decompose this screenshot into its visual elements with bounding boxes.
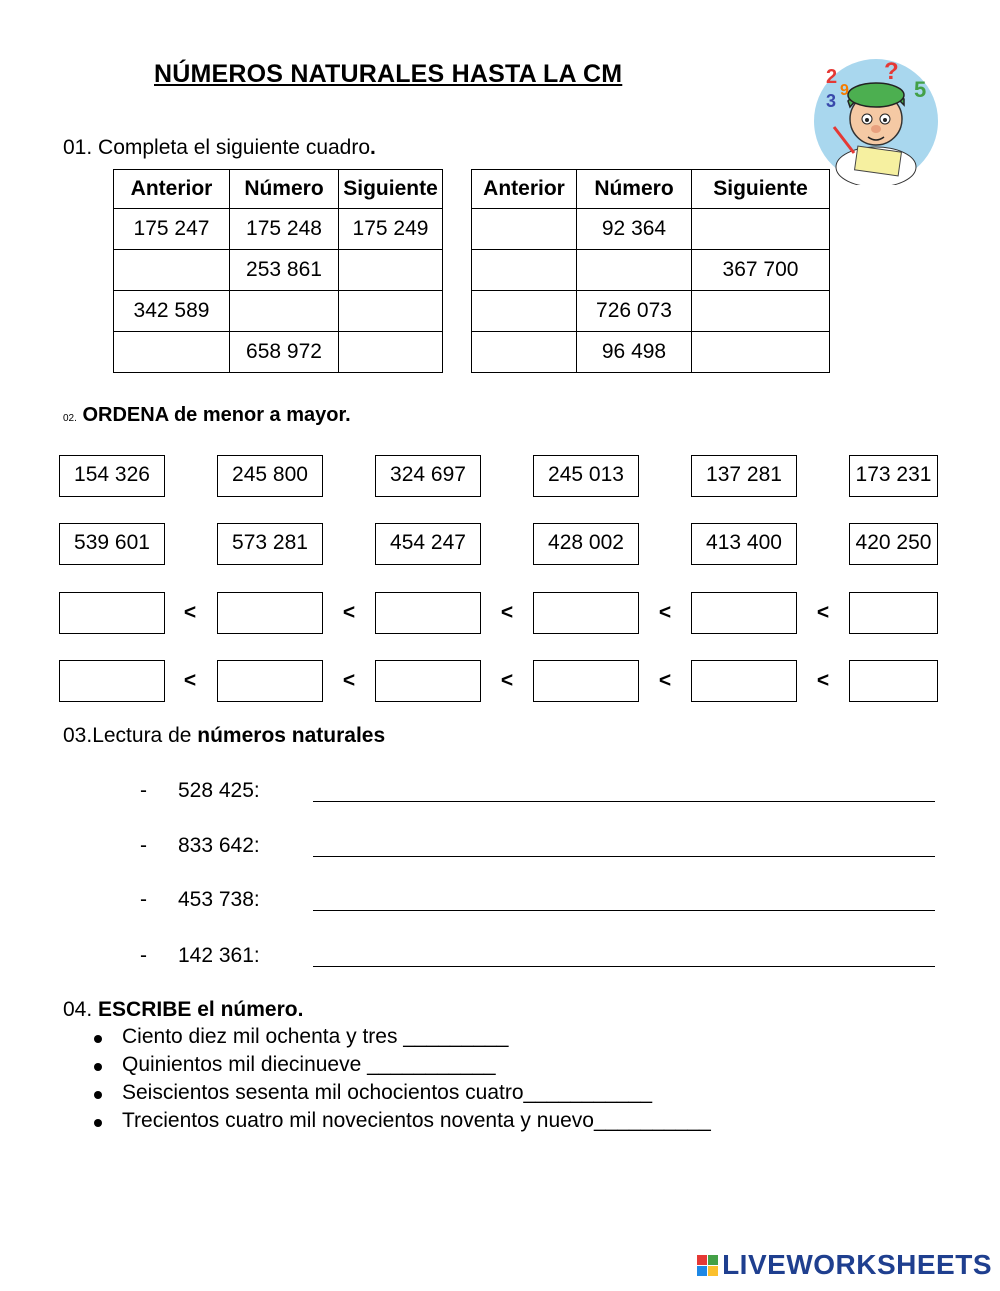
dash: - bbox=[140, 779, 147, 802]
cube-icon bbox=[708, 1266, 718, 1276]
answer-cell[interactable] bbox=[114, 250, 230, 291]
answer-cell[interactable] bbox=[692, 209, 830, 250]
answer-cell[interactable] bbox=[472, 209, 577, 250]
section1-label bbox=[63, 136, 376, 160]
table-cell: 92 364 bbox=[577, 209, 692, 250]
logo-digit: 3 bbox=[826, 91, 837, 111]
table-cell: 342 589 bbox=[114, 291, 230, 332]
table-cell: 367 700 bbox=[692, 250, 830, 291]
header-anterior: Anterior bbox=[114, 170, 230, 209]
answer-cell[interactable] bbox=[114, 332, 230, 373]
less-than-sign: < bbox=[816, 669, 830, 692]
section3-label-bold: números naturales bbox=[197, 724, 386, 747]
answer-line[interactable] bbox=[313, 966, 935, 967]
answer-cell[interactable] bbox=[692, 291, 830, 332]
reading-item bbox=[140, 779, 940, 809]
answer-cell[interactable] bbox=[472, 332, 577, 373]
number-box: 413 400 bbox=[691, 523, 797, 565]
number-box: 245 800 bbox=[217, 455, 323, 497]
answer-cell[interactable] bbox=[339, 332, 443, 373]
answer-cell[interactable] bbox=[692, 332, 830, 373]
less-than-sign: < bbox=[500, 601, 514, 624]
answer-cell[interactable] bbox=[339, 250, 443, 291]
order-answer-box[interactable] bbox=[533, 660, 639, 702]
order-answer-box[interactable] bbox=[849, 660, 938, 702]
list-item bbox=[90, 1081, 711, 1109]
cube-icon bbox=[697, 1255, 707, 1265]
table-cell: 175 249 bbox=[339, 209, 443, 250]
number-box: 428 002 bbox=[533, 523, 639, 565]
answer-cell[interactable] bbox=[472, 291, 577, 332]
number-box: 173 231 bbox=[849, 455, 938, 497]
table-cell: 175 248 bbox=[230, 209, 339, 250]
list-item-text: Trecientos cuatro mil novecientos noventa y nuevo__________ bbox=[122, 1109, 711, 1132]
dash: - bbox=[140, 944, 147, 967]
answer-cell[interactable] bbox=[472, 250, 577, 291]
dash: - bbox=[140, 834, 147, 857]
logo-digit: 9 bbox=[840, 82, 849, 99]
brand-text: LIVEWORKSHEETS bbox=[722, 1249, 992, 1280]
header-siguiente: Siguiente bbox=[692, 170, 830, 209]
header-siguiente: Siguiente bbox=[339, 170, 443, 209]
order-answer-box[interactable] bbox=[59, 592, 165, 634]
number-box: 454 247 bbox=[375, 523, 481, 565]
cube-icon bbox=[708, 1255, 718, 1265]
number-box: 539 601 bbox=[59, 523, 165, 565]
liveworksheets-logo bbox=[697, 1249, 992, 1281]
order-answer-box[interactable] bbox=[217, 592, 323, 634]
table-left bbox=[113, 169, 443, 373]
number-box: 324 697 bbox=[375, 455, 481, 497]
write-number-list bbox=[90, 1025, 711, 1137]
order-answer-box[interactable] bbox=[217, 660, 323, 702]
answer-line[interactable] bbox=[313, 801, 935, 802]
reading-number: 142 361: bbox=[178, 944, 260, 967]
answer-cell[interactable] bbox=[230, 291, 339, 332]
table-cell: 175 247 bbox=[114, 209, 230, 250]
bullet-icon bbox=[94, 1119, 102, 1127]
order-answer-box[interactable] bbox=[533, 592, 639, 634]
less-than-sign: < bbox=[183, 669, 197, 692]
order-answer-box[interactable] bbox=[375, 592, 481, 634]
section4-label bbox=[63, 998, 303, 1022]
logo-digit: 5 bbox=[914, 77, 927, 102]
reading-item bbox=[140, 834, 940, 864]
order-answer-box[interactable] bbox=[849, 592, 938, 634]
number-box: 154 326 bbox=[59, 455, 165, 497]
list-item-text: Seiscientos sesenta mil ochocientos cuatro___________ bbox=[122, 1081, 653, 1104]
order-answer-box[interactable] bbox=[59, 660, 165, 702]
table-cell: 253 861 bbox=[230, 250, 339, 291]
section4-label-plain: 04. bbox=[63, 998, 99, 1021]
less-than-sign: < bbox=[342, 601, 356, 624]
reading-item bbox=[140, 888, 940, 918]
order-answer-box[interactable] bbox=[375, 660, 481, 702]
table-cell: 96 498 bbox=[577, 332, 692, 373]
less-than-sign: < bbox=[816, 601, 830, 624]
order-answer-box[interactable] bbox=[691, 592, 797, 634]
answer-line[interactable] bbox=[313, 910, 935, 911]
less-than-sign: < bbox=[658, 601, 672, 624]
section3-label bbox=[63, 724, 385, 748]
bullet-icon bbox=[94, 1063, 102, 1071]
section1-label-text: 01. Completa el siguiente cuadro bbox=[63, 136, 371, 159]
page-title: NÚMEROS NATURALES HASTA LA CM bbox=[154, 60, 623, 88]
list-item-text: Quinientos mil diecinueve ___________ bbox=[122, 1053, 496, 1076]
reading-number: 453 738: bbox=[178, 888, 260, 911]
bullet-icon bbox=[94, 1091, 102, 1099]
table-cell: 658 972 bbox=[230, 332, 339, 373]
less-than-sign: < bbox=[342, 669, 356, 692]
bullet-icon bbox=[94, 1035, 102, 1043]
section2-label-text: ORDENA de menor a mayor. bbox=[82, 404, 351, 426]
list-item bbox=[90, 1053, 711, 1081]
logo-digit: 2 bbox=[826, 66, 838, 88]
reading-number: 528 425: bbox=[178, 779, 260, 802]
header-numero: Número bbox=[230, 170, 339, 209]
less-than-sign: < bbox=[500, 669, 514, 692]
section4-label-bold: ESCRIBE el número. bbox=[98, 998, 304, 1021]
cartoon-boy-logo bbox=[812, 57, 940, 185]
reading-number: 833 642: bbox=[178, 834, 260, 857]
answer-cell[interactable] bbox=[339, 291, 443, 332]
number-box: 573 281 bbox=[217, 523, 323, 565]
section1-label-period: . bbox=[370, 136, 376, 159]
header-numero: Número bbox=[577, 170, 692, 209]
logo-question-mark: ? bbox=[884, 58, 899, 85]
header-anterior: Anterior bbox=[472, 170, 577, 209]
reading-item bbox=[140, 944, 940, 974]
cubes-icon bbox=[697, 1255, 718, 1276]
list-item-text: Ciento diez mil ochenta y tres _________ bbox=[122, 1025, 509, 1048]
list-item bbox=[90, 1109, 711, 1137]
number-box: 137 281 bbox=[691, 455, 797, 497]
order-answer-box[interactable] bbox=[691, 660, 797, 702]
answer-cell[interactable] bbox=[577, 250, 692, 291]
less-than-sign: < bbox=[183, 601, 197, 624]
number-box: 245 013 bbox=[533, 455, 639, 497]
cube-icon bbox=[697, 1266, 707, 1276]
list-item bbox=[90, 1025, 711, 1053]
number-box: 420 250 bbox=[849, 523, 938, 565]
table-right bbox=[471, 169, 830, 373]
section3-label-plain: 03.Lectura de bbox=[63, 724, 198, 747]
section2-label bbox=[63, 404, 351, 427]
table-cell: 726 073 bbox=[577, 291, 692, 332]
section2-number: 02. bbox=[63, 413, 77, 424]
dash: - bbox=[140, 888, 147, 911]
less-than-sign: < bbox=[658, 669, 672, 692]
answer-line[interactable] bbox=[313, 856, 935, 857]
